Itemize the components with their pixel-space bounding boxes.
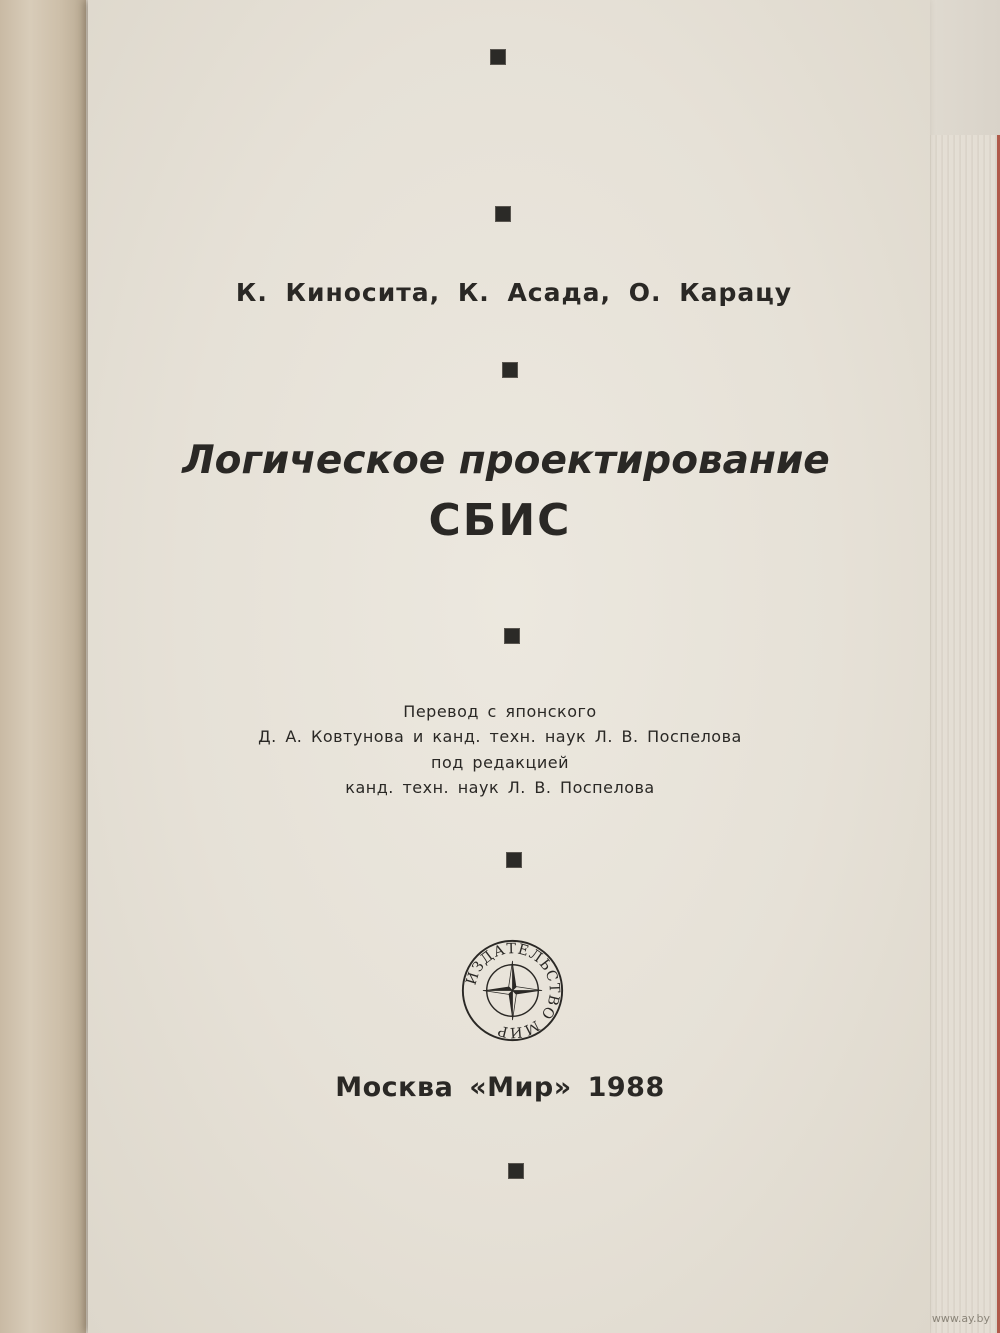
watermark: www.ay.by: [931, 1312, 990, 1325]
translation-line3: под редакцией: [431, 753, 569, 772]
adjacent-page: [0, 0, 86, 1333]
book-title-line2: СБИС: [428, 495, 572, 546]
title-page: [88, 0, 930, 1333]
translation-line4: канд. техн. наук Л. В. Поспелова: [345, 778, 655, 797]
square-marker-6: [508, 1163, 524, 1179]
publisher-logo-compass-rose-icon: [460, 938, 565, 1043]
imprint: Москва «Мир» 1988: [335, 1072, 665, 1103]
logo-ring-text: ИЗДАТЕЛЬСТВО МИР: [463, 941, 562, 1041]
square-marker-2: [495, 206, 511, 222]
square-marker-3: [502, 362, 518, 378]
authors: К. Киносита, К. Асада, О. Карацу: [235, 278, 793, 307]
square-marker-4: [504, 628, 520, 644]
translation-line1: Перевод с японского: [403, 702, 597, 721]
translation-line2: Д. А. Ковтунова и канд. техн. наук Л. В. Поспелова: [258, 727, 742, 746]
square-marker-1: [490, 49, 506, 65]
square-marker-5: [506, 852, 522, 868]
book-title-line1: Логическое проектирование: [182, 438, 830, 483]
